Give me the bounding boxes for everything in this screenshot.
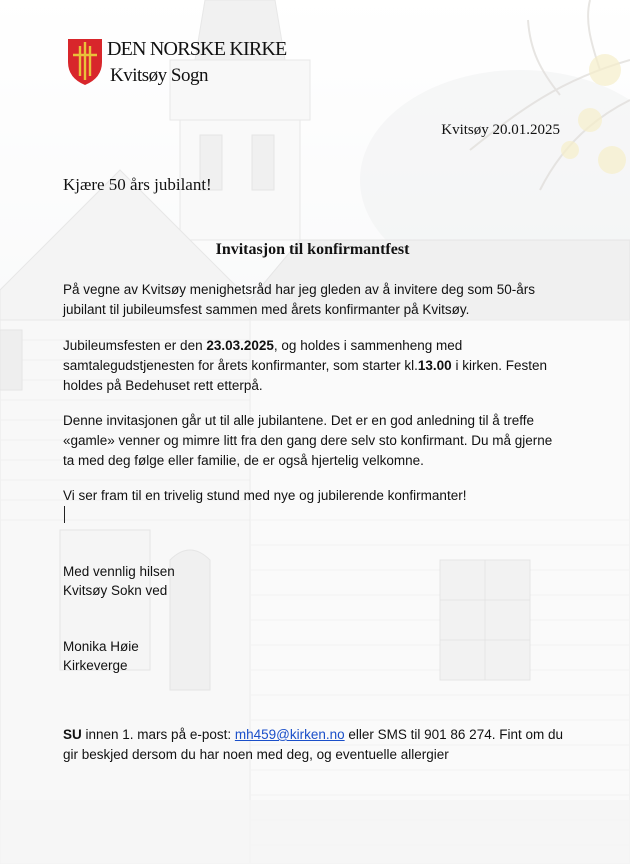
text-segment: eller SMS til 901 86 274. Fint om du gir beskjed dersom du har noen med deg, og eventuelle allergier: [63, 727, 563, 762]
text-segment: Jubileumsfesten er den: [63, 338, 207, 353]
closing-greeting: Med vennlig hilsen: [63, 564, 175, 579]
church-shield-icon: [67, 38, 103, 86]
letter-title: Invitasjon til konfirmantfest: [215, 241, 410, 258]
place-date: Kvitsøy 20.01.2025: [441, 122, 560, 138]
email-link[interactable]: mh459@kirken.no: [234, 727, 345, 742]
signer-title: Kirkeverge: [63, 658, 128, 673]
text-segment: i kirken. Festen holdes på Bedehuset rett etterpå.: [63, 358, 547, 393]
church-logo: [67, 38, 327, 92]
paragraph-closing-wish: Vi ser fram til en trivelig stund med nye og jubilerende konfirmanter!: [63, 488, 467, 503]
event-date: 23.03.2025: [206, 338, 274, 353]
signer-name: Monika Høie: [63, 639, 139, 654]
organization-name: DEN NORSKE KIRKE: [107, 38, 287, 60]
salutation: Kjære 50 års jubilant!: [63, 175, 212, 194]
parish-name: Kvitsøy Sogn: [110, 65, 208, 86]
text-segment: innen 1. mars på e-post:: [81, 727, 235, 742]
text-cursor: [64, 506, 65, 523]
text-segment: , og holdes i sammenheng med samtalegudstjenesten for årets konfirmanter, som starter kl.: [63, 338, 463, 373]
sender-organization: Kvitsøy Sokn ved: [63, 583, 168, 598]
event-time: 13.00: [417, 358, 452, 373]
paragraph-event-details: [63, 336, 563, 396]
rsvp-label: SU: [63, 727, 82, 742]
paragraph-invitation: På vegne av Kvitsøy menighetsråd har jeg gleden av å invitere deg som 50-års jubilant til jubileumsfest sammen med årets konfirmanter på Kvitsøy.: [63, 282, 536, 317]
rsvp-paragraph: [63, 725, 568, 765]
paragraph-guests: Denne invitasjonen går ut til alle jubilantene. Det er en god anledning til å treffe «gamle» venner og mimre litt fra den gang dere selv sto konfirmant. Du må gjerne ta med deg følge eller familie, de er også hjertelig velkomne.: [63, 413, 553, 468]
